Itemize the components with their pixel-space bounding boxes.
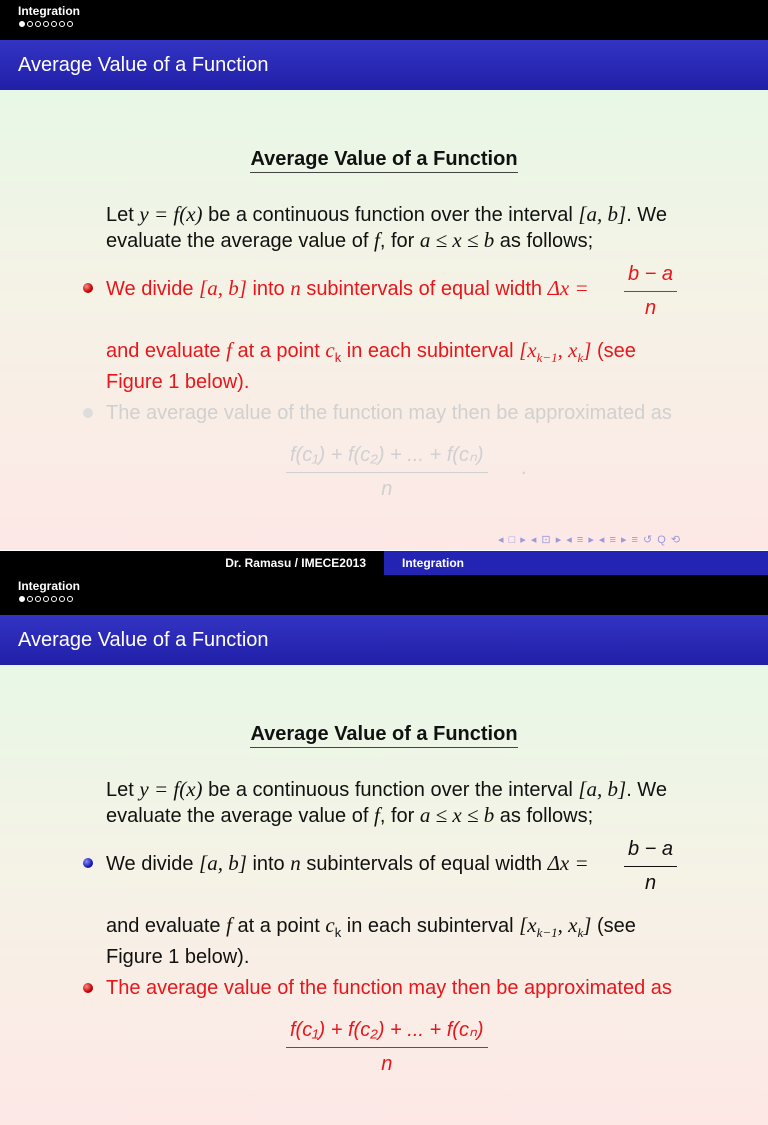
progress-dot[interactable]	[67, 596, 73, 602]
block-title: Average Value of a Function	[0, 723, 768, 746]
average-period: .	[521, 457, 527, 479]
block-title: Average Value of a Function	[0, 148, 768, 171]
progress-dot[interactable]	[27, 596, 33, 602]
bullet-marker	[83, 408, 93, 418]
progress-dot[interactable]	[19, 596, 25, 602]
progress-dot[interactable]	[35, 21, 41, 27]
bullet-marker	[83, 283, 93, 293]
bullet-1-text: We divide [a, b] into n subintervals of equal width Δx =	[106, 851, 589, 875]
intro-paragraph: Let y = f(x) be a continuous function over the interval [a, b]. We evaluate the average value of f, for a ≤ x ≤ b as follows;	[106, 777, 667, 827]
slide-2	[0, 575, 768, 1075]
header-bar	[0, 0, 768, 40]
bullet-2-text: The average value of the function may then be approximated as	[106, 977, 672, 999]
frame-title: Average Value of a Function	[18, 54, 269, 76]
progress-dot[interactable]	[67, 21, 73, 27]
bullet-1-continuation: and evaluate f at a point $c_k$ in each subinterval [$x_{k-1}$, $x_k$] (see Figure 1 below).	[106, 338, 636, 394]
progress-dot[interactable]	[27, 21, 33, 27]
bullet-marker	[83, 983, 93, 993]
footer-title-panel	[384, 551, 768, 575]
footer-bar	[0, 551, 768, 575]
width-fraction: $\frac{b - a}{n}$	[624, 262, 677, 321]
section-name[interactable]: Integration	[18, 4, 80, 18]
footer-author-panel	[0, 551, 384, 575]
footer-title: Integration	[402, 556, 464, 570]
bullet-2-text: The average value of the function may then be approximated as	[106, 402, 672, 424]
bullet-1-text: We divide [a, b] into n subintervals of equal width Δx =	[106, 276, 589, 300]
section-name[interactable]: Integration	[18, 579, 80, 593]
frame-title: Average Value of a Function	[18, 629, 269, 651]
progress-dot[interactable]	[51, 21, 57, 27]
progress-dot[interactable]	[59, 21, 65, 27]
average-fraction: $\frac{\text{f(c₁) + f(c₂) + ... + f(cₙ)}}{n}$	[286, 1018, 488, 1077]
footer-author: Dr. Ramasu / IMECE2013	[225, 556, 366, 570]
header-bar	[0, 575, 768, 615]
intro-paragraph: Let y = f(x) be a continuous function over the interval [a, b]. We evaluate the average value of f, for a ≤ x ≤ b as follows;	[106, 202, 667, 252]
progress-dot[interactable]	[43, 596, 49, 602]
average-fraction: $\frac{\text{f(c₁) + f(c₂) + ... + f(cₙ)}}{n}$	[286, 443, 488, 502]
beamer-navigation[interactable]: ◂ □ ▸ ◂ ⊡ ▸ ◂ ≡ ▸ ◂ ≡ ▸ ≡ ↺ Q ⟲	[498, 534, 682, 546]
bullet-marker	[83, 858, 93, 868]
bullet-1-continuation: and evaluate f at a point $c_k$ in each subinterval [$x_{k-1}$, $x_k$] (see Figure 1 below).	[106, 913, 636, 969]
progress-dot[interactable]	[51, 596, 57, 602]
width-fraction: $\frac{b - a}{n}$	[624, 837, 677, 896]
progress-dot[interactable]	[19, 21, 25, 27]
progress-dot[interactable]	[35, 596, 41, 602]
frame-title-bar	[0, 40, 768, 90]
frame-title-bar	[0, 615, 768, 665]
progress-dot[interactable]	[59, 596, 65, 602]
progress-dot[interactable]	[43, 21, 49, 27]
